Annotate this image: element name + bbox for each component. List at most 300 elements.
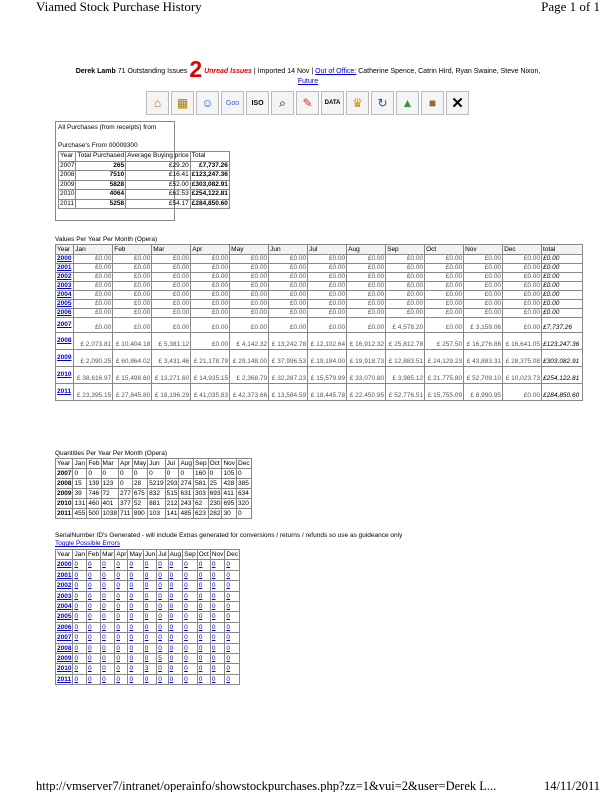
serials-cell-link[interactable]: 0	[168, 643, 183, 653]
values-cell: £ 2,073.81	[74, 333, 113, 350]
values-header-cell: Feb	[113, 245, 152, 255]
summary-cell: £29.20	[126, 161, 191, 171]
serials-table	[55, 549, 240, 685]
serials-cell-link[interactable]: 0	[168, 654, 183, 664]
serials-cell-link[interactable]: 0	[225, 581, 240, 591]
values-year-link[interactable]: 2008	[56, 333, 74, 350]
values-cell: £ 23,395.15	[74, 384, 113, 401]
serials-cell-link[interactable]: 0	[183, 612, 198, 622]
values-cell: £0.00	[113, 309, 152, 318]
serials-cell-link[interactable]: 0	[86, 664, 100, 674]
summary-cell: £303,082.91	[191, 180, 228, 188]
toggle-errors-link[interactable]: Toggle Possible Errors	[55, 540, 121, 547]
data-icon[interactable]: DATA	[321, 91, 344, 115]
serials-cell-link[interactable]: 0	[143, 622, 156, 632]
serials-year-link[interactable]: 2001	[57, 571, 72, 579]
serials-row	[56, 591, 240, 601]
values-cell: £0.00	[347, 318, 386, 333]
values-cell: £0.00	[74, 309, 113, 318]
serials-cell-link[interactable]: 0	[183, 581, 198, 591]
serials-year-link[interactable]: 2010	[57, 665, 72, 673]
serials-cell-link[interactable]: 0	[86, 591, 100, 601]
serials-row	[56, 664, 240, 674]
serials-cell-link[interactable]: 0	[197, 560, 210, 570]
values-year-link[interactable]: 2004	[56, 291, 74, 300]
values-cell: £0.00	[503, 318, 542, 333]
serials-cell-link[interactable]: 0	[210, 560, 225, 570]
serials-cell-link[interactable]: 0	[157, 560, 168, 570]
refresh-icon[interactable]: ↻	[371, 91, 394, 115]
calendar-icon[interactable]: ▦	[171, 91, 194, 115]
serials-cell-link[interactable]: 0	[168, 570, 183, 580]
values-cell: £0.00	[542, 309, 583, 318]
serials-header-row	[56, 550, 240, 560]
search-icon[interactable]: ⌕	[271, 91, 294, 115]
values-cell: £284,850.60	[542, 384, 583, 401]
serials-cell-link[interactable]: 0	[101, 633, 115, 643]
summary-cell: 5828	[76, 180, 126, 190]
quantities-header-cell: Jul	[165, 459, 179, 469]
serials-cell-link[interactable]: 0	[210, 674, 225, 684]
summary-cell: £123,247.36	[191, 171, 228, 178]
serials-year-link[interactable]: 2007	[57, 634, 72, 642]
values-year-link[interactable]: 2003	[56, 282, 74, 291]
iso-icon[interactable]: ISO	[246, 91, 269, 115]
serials-cell-link[interactable]: 0	[73, 664, 86, 674]
serials-cell-link[interactable]: 0	[210, 612, 225, 622]
serials-cell-link[interactable]: 0	[225, 591, 240, 601]
serials-cell-link[interactable]: 0	[115, 643, 128, 653]
values-header-cell: total	[542, 245, 583, 255]
serials-cell-link[interactable]: 0	[73, 602, 86, 612]
values-cell: £ 19,918.73	[347, 350, 386, 367]
values-cell: £0.00	[425, 264, 464, 273]
serials-cell-link[interactable]: 0	[210, 622, 225, 632]
serials-cell-link[interactable]: 0	[183, 633, 198, 643]
serials-cell-link[interactable]: 0	[86, 622, 100, 632]
serials-cell-link[interactable]: 0	[183, 654, 198, 664]
serials-cell-link[interactable]: 0	[157, 633, 168, 643]
values-year-link[interactable]: 2000	[56, 255, 74, 264]
serials-year-link[interactable]: 2008	[57, 644, 72, 652]
serials-cell-link[interactable]: 0	[86, 560, 100, 570]
serials-cell-link[interactable]: 0	[225, 664, 240, 674]
values-year-link[interactable]: 2001	[56, 264, 74, 273]
quantities-cell: 160	[194, 469, 209, 479]
values-year-link[interactable]: 2007	[56, 318, 74, 333]
serials-cell-link[interactable]: 0	[183, 560, 198, 570]
serials-cell-link[interactable]: 0	[210, 570, 225, 580]
quantities-cell: 0	[237, 509, 252, 519]
serials-cell-link[interactable]: 0	[143, 654, 156, 664]
quantities-cell: 881	[148, 499, 165, 509]
serials-cell-link[interactable]: 0	[86, 633, 100, 643]
serials-cell-link[interactable]: 0	[115, 664, 128, 674]
values-header-cell: Oct	[425, 245, 464, 255]
serials-cell-link[interactable]: 5	[157, 654, 168, 664]
summary-cell: £284,850.60	[191, 199, 228, 207]
google-icon[interactable]: Goo	[221, 91, 244, 115]
values-row	[56, 264, 583, 273]
values-cell: £ 18,445.78	[308, 384, 347, 401]
serials-cell-link[interactable]: 0	[143, 674, 156, 684]
serials-cell-link[interactable]: 0	[73, 560, 86, 570]
serials-cell-link[interactable]: 0	[115, 560, 128, 570]
summary-title: All Purchases (from receipts) from	[58, 124, 157, 131]
values-cell: £0.00	[191, 333, 230, 350]
quantities-cell: 460	[88, 500, 100, 507]
values-header-cell: May	[230, 245, 269, 255]
values-header-cell: Nov	[464, 245, 503, 255]
serials-cell-link[interactable]: 0	[101, 560, 115, 570]
serials-cell-link[interactable]: 0	[197, 664, 210, 674]
serials-cell-link[interactable]: 0	[210, 633, 225, 643]
edit-icon[interactable]: ✎	[296, 91, 319, 115]
quantities-cell: 0	[208, 469, 222, 479]
toolbar	[146, 91, 469, 115]
quantities-cell: 890	[132, 509, 147, 519]
serials-cell-link[interactable]: 0	[183, 591, 198, 601]
serials-cell-link[interactable]: 0	[210, 581, 225, 591]
serials-cell-link[interactable]: 0	[168, 664, 183, 674]
values-cell: £0.00	[386, 291, 425, 300]
serials-header-cell: Aug	[169, 551, 182, 558]
serials-cell-link[interactable]: 0	[197, 602, 210, 612]
summary-cell: £16.41	[126, 171, 191, 181]
values-row	[56, 350, 583, 367]
serials-cell-link[interactable]: 0	[157, 612, 168, 622]
serials-cell-link[interactable]: 0	[157, 643, 168, 653]
serials-cell-link[interactable]: 0	[115, 570, 128, 580]
serials-cell-link[interactable]: 0	[128, 674, 143, 684]
serials-header-cell: Sep	[184, 551, 196, 558]
values-cell: £ 15,498.60	[113, 367, 152, 384]
serials-row	[56, 560, 240, 570]
quantities-header-cell: Feb	[88, 460, 100, 467]
serials-cell-link[interactable]: 0	[225, 602, 240, 612]
values-cell: £0.00	[542, 291, 583, 300]
values-cell: £0.00	[74, 282, 113, 291]
users-icon[interactable]: ☺	[196, 91, 219, 115]
serials-cell-link[interactable]: 0	[101, 664, 115, 674]
serials-cell-link[interactable]: 0	[101, 622, 115, 632]
serials-cell-link[interactable]: 0	[210, 664, 225, 674]
serials-cell-link[interactable]: 0	[157, 674, 168, 684]
serials-cell-link[interactable]: 0	[115, 633, 128, 643]
serials-cell-link[interactable]: 0	[101, 570, 115, 580]
serials-cell-link[interactable]: 0	[210, 602, 225, 612]
quantities-cell: 0	[87, 469, 101, 479]
serials-cell-link[interactable]: 0	[86, 643, 100, 653]
serials-cell-link[interactable]: 0	[225, 674, 240, 684]
quantities-cell: 30	[222, 509, 237, 519]
values-year-link[interactable]: 2005	[56, 300, 74, 309]
serials-cell-link[interactable]: 0	[101, 612, 115, 622]
serials-cell-link[interactable]: 0	[86, 674, 100, 684]
serials-cell-link[interactable]: 0	[128, 581, 143, 591]
serials-cell-link[interactable]: 0	[73, 612, 86, 622]
serials-cell-link[interactable]: 0	[101, 602, 115, 612]
summary-cell: £52.00	[126, 180, 191, 190]
serials-cell-link[interactable]: 0	[143, 570, 156, 580]
values-cell: £0.00	[74, 300, 113, 309]
serials-cell-link[interactable]: 0	[157, 622, 168, 632]
outstanding-issues[interactable]: 71 Outstanding Issues	[117, 68, 188, 75]
serials-cell-link[interactable]: 0	[225, 560, 240, 570]
values-cell: £0.00	[308, 273, 347, 282]
print-date: 14/11/2011	[543, 779, 600, 792]
serials-cell-link[interactable]: 3	[143, 664, 156, 674]
serials-header-cell: Jan	[74, 551, 85, 558]
serials-cell-link[interactable]: 0	[143, 602, 156, 612]
serials-year-link[interactable]: 2004	[57, 603, 72, 611]
serials-row	[56, 581, 240, 591]
serials-cell-link[interactable]: 0	[128, 622, 143, 632]
summary-row	[59, 199, 230, 209]
serials-cell-link[interactable]: 0	[157, 581, 168, 591]
serials-cell-link[interactable]: 0	[73, 633, 86, 643]
values-cell: £0.00	[152, 255, 191, 264]
page-number: Page 1 of 1	[541, 0, 600, 14]
serials-year-link[interactable]: 2009	[57, 655, 72, 663]
serials-cell-link[interactable]: 0	[168, 560, 183, 570]
quantities-cell: 401	[101, 499, 118, 509]
summary-table	[58, 151, 230, 209]
serials-cell-link[interactable]: 0	[73, 622, 86, 632]
serials-cell-link[interactable]: 0	[168, 581, 183, 591]
serials-cell-link[interactable]: 0	[168, 622, 183, 632]
values-row	[56, 384, 583, 401]
values-cell: £0.00	[308, 300, 347, 309]
serials-cell-link[interactable]: 0	[86, 570, 100, 580]
close-icon[interactable]: ✕	[446, 91, 469, 115]
values-cell: £ 12,883.51	[386, 350, 425, 367]
serials-cell-link[interactable]: 0	[197, 633, 210, 643]
serials-cell-link[interactable]: 0	[143, 581, 156, 591]
summary-header-row	[59, 152, 230, 162]
serials-cell-link[interactable]: 0	[73, 570, 86, 580]
serials-cell-link[interactable]: 0	[73, 674, 86, 684]
serials-cell-link[interactable]: 0	[225, 622, 240, 632]
values-cell: £0.00	[269, 291, 308, 300]
serials-header-cell: Dec	[226, 551, 238, 558]
unread-count[interactable]: 2	[189, 56, 203, 82]
summary-row	[59, 180, 230, 190]
serials-cell-link[interactable]: 0	[101, 674, 115, 684]
values-cell: £0.00	[230, 273, 269, 282]
serials-cell-link[interactable]: 0	[128, 591, 143, 601]
serials-cell-link[interactable]: 0	[210, 643, 225, 653]
summary-cell: 7510	[76, 171, 126, 181]
quantities-cell: 385	[237, 479, 252, 489]
values-header-cell: Jul	[308, 245, 347, 255]
serials-cell-link[interactable]: 0	[101, 581, 115, 591]
values-cell: £0.00	[425, 300, 464, 309]
values-cell: £0.00	[74, 255, 113, 264]
values-cell: £0.00	[191, 273, 230, 282]
serials-row	[56, 622, 240, 632]
serials-cell-link[interactable]: 0	[183, 622, 198, 632]
serials-cell-link[interactable]: 0	[73, 591, 86, 601]
quantities-cell: 139	[88, 480, 100, 487]
values-header-cell: Jan	[74, 245, 113, 255]
quantities-cell: 581	[194, 479, 209, 489]
serials-cell-link[interactable]: 0	[168, 674, 183, 684]
serials-cell-link[interactable]: 0	[128, 633, 143, 643]
serials-cell-link[interactable]: 0	[157, 664, 168, 674]
serials-cell-link[interactable]: 0	[101, 591, 115, 601]
values-cell: £0.00	[464, 291, 503, 300]
quantities-cell: 515	[166, 490, 178, 497]
serials-cell-link[interactable]: 0	[157, 570, 168, 580]
serials-cell-link[interactable]: 0	[210, 591, 225, 601]
serials-cell-link[interactable]: 0	[197, 674, 210, 684]
serials-cell-link[interactable]: 0	[197, 591, 210, 601]
serials-cell-link[interactable]: 0	[143, 560, 156, 570]
quantities-cell: 103	[148, 509, 165, 519]
serials-cell-link[interactable]: 0	[86, 602, 100, 612]
serials-year-link[interactable]: 2000	[57, 561, 72, 569]
serials-cell-link[interactable]: 0	[101, 643, 115, 653]
values-cell: £0.00	[113, 291, 152, 300]
home-icon[interactable]: ⌂	[146, 91, 169, 115]
serials-cell-link[interactable]: 0	[183, 674, 198, 684]
serials-cell-link[interactable]: 0	[115, 602, 128, 612]
serials-cell-link[interactable]: 0	[73, 643, 86, 653]
values-cell: £ 2,090.25	[74, 350, 113, 367]
serials-cell-link[interactable]: 0	[115, 674, 128, 684]
values-cell: £ 52,709.10	[464, 367, 503, 384]
serials-cell-link[interactable]: 0	[183, 570, 198, 580]
values-cell: £ 257.50	[425, 333, 464, 350]
serials-cell-link[interactable]: 0	[168, 612, 183, 622]
values-cell: £0.00	[74, 264, 113, 273]
values-year-link[interactable]: 2009	[56, 350, 74, 367]
serials-cell-link[interactable]: 0	[157, 591, 168, 601]
serials-cell-link[interactable]: 0	[115, 622, 128, 632]
out-of-office-link[interactable]: Out of Office:	[315, 68, 357, 75]
values-cell: £ 25,812.78	[386, 333, 425, 350]
chart-icon[interactable]: ▲	[396, 91, 419, 115]
serials-cell-link[interactable]: 0	[225, 643, 240, 653]
values-cell: £ 13,584.59	[269, 384, 308, 401]
serials-cell-link[interactable]: 0	[128, 560, 143, 570]
serials-cell-link[interactable]: 0	[143, 612, 156, 622]
serials-cell-link[interactable]: 0	[128, 643, 143, 653]
values-cell: £0.00	[503, 264, 542, 273]
serials-cell-link[interactable]: 0	[143, 643, 156, 653]
values-cell: £0.00	[347, 264, 386, 273]
serials-cell-link[interactable]: 0	[168, 633, 183, 643]
serials-cell-link[interactable]: 0	[143, 633, 156, 643]
values-year-link[interactable]: 2011	[56, 384, 74, 401]
serials-cell-link[interactable]: 0	[197, 654, 210, 664]
serials-cell-link[interactable]: 0	[168, 602, 183, 612]
quantities-cell: 675	[132, 489, 147, 499]
serials-year-link[interactable]: 2011	[57, 675, 72, 683]
summary-cell: £62.53	[126, 190, 191, 200]
future-link[interactable]: Future	[297, 78, 319, 85]
values-cell: £0.00	[308, 264, 347, 273]
crown-icon[interactable]: ♛	[346, 91, 369, 115]
serials-row	[56, 612, 240, 622]
serials-row	[56, 602, 240, 612]
serials-cell-link[interactable]: 0	[115, 612, 128, 622]
serials-cell-link[interactable]: 0	[73, 654, 86, 664]
serials-cell-link[interactable]: 0	[197, 612, 210, 622]
values-cell: £0.00	[347, 282, 386, 291]
values-year-link[interactable]: 2010	[56, 367, 74, 384]
values-year-link[interactable]: 2006	[56, 309, 74, 318]
serials-cell-link[interactable]: 0	[128, 570, 143, 580]
values-cell: £0.00	[74, 291, 113, 300]
quantities-cell: 631	[179, 489, 194, 499]
values-header-cell: Apr	[191, 245, 230, 255]
values-cell: £0.00	[191, 318, 230, 333]
serials-cell-link[interactable]: 0	[225, 654, 240, 664]
serials-cell-link[interactable]: 0	[183, 602, 198, 612]
serials-cell-link[interactable]: 0	[197, 581, 210, 591]
serials-year-link[interactable]: 2005	[57, 613, 72, 621]
serials-year-link[interactable]: 2006	[57, 623, 72, 631]
serials-year-link[interactable]: 2003	[57, 592, 72, 600]
values-cell: £0.00	[542, 273, 583, 282]
serials-cell-link[interactable]: 0	[128, 602, 143, 612]
serials-cell-link[interactable]: 0	[168, 591, 183, 601]
serials-cell-link[interactable]: 0	[86, 654, 100, 664]
serials-cell-link[interactable]: 0	[86, 581, 100, 591]
unread-issues-link[interactable]: Unread Issues	[204, 68, 252, 75]
serials-cell-link[interactable]: 0	[73, 581, 86, 591]
serials-cell-link[interactable]: 0	[101, 654, 115, 664]
serials-cell-link[interactable]: 0	[225, 612, 240, 622]
serials-cell-link[interactable]: 0	[225, 570, 240, 580]
serials-cell-link[interactable]: 0	[128, 612, 143, 622]
values-header-cell: Aug	[347, 245, 386, 255]
quantities-cell: 131	[74, 500, 86, 507]
quantities-cell: 52	[132, 499, 147, 509]
serials-cell-link[interactable]: 0	[183, 643, 198, 653]
values-cell: £0.00	[386, 300, 425, 309]
serials-cell-link[interactable]: 0	[86, 612, 100, 622]
values-cell: £0.00	[113, 273, 152, 282]
serials-cell-link[interactable]: 0	[183, 664, 198, 674]
serials-cell-link[interactable]: 0	[115, 581, 128, 591]
serials-cell-link[interactable]: 0	[197, 643, 210, 653]
serials-header-cell: Jun	[144, 551, 156, 558]
serials-cell-link[interactable]: 0	[197, 622, 210, 632]
box-icon[interactable]: ■	[421, 91, 444, 115]
values-cell: £0.00	[464, 309, 503, 318]
serials-year-link[interactable]: 2002	[57, 582, 72, 590]
values-cell: £0.00	[464, 255, 503, 264]
serials-header-cell: May	[129, 551, 142, 558]
serials-cell-link[interactable]: 0	[225, 633, 240, 643]
serials-cell-link[interactable]: 0	[128, 664, 143, 674]
values-row	[56, 309, 583, 318]
quantities-cell: 711	[120, 510, 131, 517]
serials-cell-link[interactable]: 0	[143, 591, 156, 601]
values-year-link[interactable]: 2002	[56, 273, 74, 282]
serials-cell-link[interactable]: 0	[128, 654, 143, 664]
serials-cell-link[interactable]: 0	[210, 654, 225, 664]
serials-cell-link[interactable]: 0	[115, 654, 128, 664]
values-cell: £0.00	[503, 282, 542, 291]
serials-cell-link[interactable]: 0	[157, 602, 168, 612]
quantities-row	[56, 469, 252, 479]
serials-cell-link[interactable]: 0	[197, 570, 210, 580]
serials-cell-link[interactable]: 0	[115, 591, 128, 601]
